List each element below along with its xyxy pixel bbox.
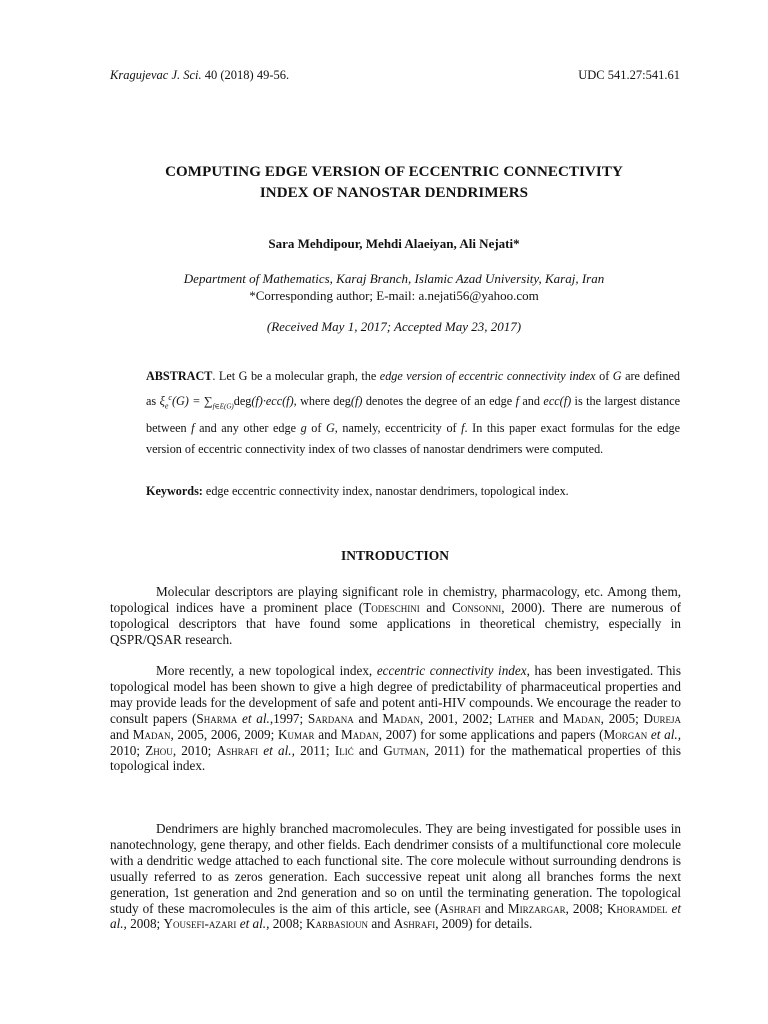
running-header <box>110 68 680 83</box>
author-list: Sara Mehdipour, Mehdi Alaeiyan, Ali Nejati* <box>268 236 520 251</box>
formula-edge-ecc-index: $\xi_e^c(G) = \sum_{f\in E(G)}deg(f)\cdot ecc(f)$ <box>159 393 294 411</box>
section-heading-introduction: INTRODUCTION <box>340 548 449 563</box>
keywords-label: Keywords: <box>146 484 203 498</box>
intro-paragraph-1: Molecular descriptors are playing significant role in chemistry, pharmacology, etc. Among them, topological indices have a prominent place (Todeschini and Consonni, 2000). There are numerous of topological descriptors that have found some applications in theoretical chemistry, especially in QSPR/QSAR research. <box>110 584 681 647</box>
received-dates: (Received May 1, 2017; Accepted May 23, 2017) <box>266 319 522 334</box>
department: Department of Mathematics, Karaj Branch, Islamic Azad University, Karaj, Iran <box>183 271 605 286</box>
intro-paragraph-3: Dendrimers are highly branched macromolecules. They are being investigated for possible uses in nanotechnology, gene therapy, and other fields. Each dendrimer consists of a multifunctional core molecule with a dendritic wedge attached to each functional site. The core molecule without surrounding dendrons is usually referred to as zeros generation. Each successive repeat unit along all branches forms the next generation, 1st generation and 2nd generation and so on until the terminating generation. The topological study of these macromolecules is the aim of this article, see (Ashrafi and Mirzargar, 2008; Khoramdel et al., 2008; Yousefi-azari et al., 2008; Karbasioun and Ashrafi, 2009) for details. <box>110 821 681 932</box>
keywords: Keywords: edge eccentric connectivity index, nanostar dendrimers, topological index. <box>146 484 569 498</box>
formula-ecc-f: ecc(f) <box>543 394 572 409</box>
journal-citation: Kragujevac J. Sci. 40 (2018) 49-56. <box>110 68 290 82</box>
paper-title: COMPUTING EDGE VERSION OF ECCENTRIC CONNECTIVITY INDEX OF NANOSTAR DENDRIMERS <box>165 164 623 201</box>
abstract: ABSTRACT. Let G be a molecular graph, the edge version of eccentric connectivity index of G are defined as $\xi_e^c(G) = \sum_{f\in E(G)}deg(f)\cdot ecc(f)$, where deg(f) denotes the degree of an edge f and ecc(f) is the largest distance between f and any other edge g of G, namely, eccentricity of f. In this paper exact formulas for the edge version of eccentric connectivity index of two classes of nanostar dendrimers were computed. <box>146 369 681 456</box>
udc-code: UDC 541.27:541.61 <box>578 68 680 82</box>
abstract-label: ABSTRACT <box>146 369 213 383</box>
corresponding-author: *Corresponding author; E-mail: a.nejati56@yahoo.com <box>249 288 539 303</box>
formula-deg-f: deg(f) <box>333 394 363 409</box>
intro-paragraph-2: More recently, a new topological index, eccentric connectivity index, has been investigated. This topological model has been shown to give a high degree of predictability of pharmaceutical properties and may provide leads for the development of safe and potent anti-HIV compounds. We encourage the reader to consult papers (Sharma et al.,1997; Sardana and Madan, 2001, 2002; Lather and Madan, 2005; Dureja and Madan, 2005, 2006, 2009; Kumar and Madan, 2007) for some applications and papers (Morgan et al., 2010; Zhou, 2010; Ashrafi et al., 2011; Ilić and Gutman, 2011) for the mathematical properties of this topological index. <box>110 663 682 774</box>
affiliation <box>100 270 688 304</box>
math-G: G <box>612 369 622 383</box>
